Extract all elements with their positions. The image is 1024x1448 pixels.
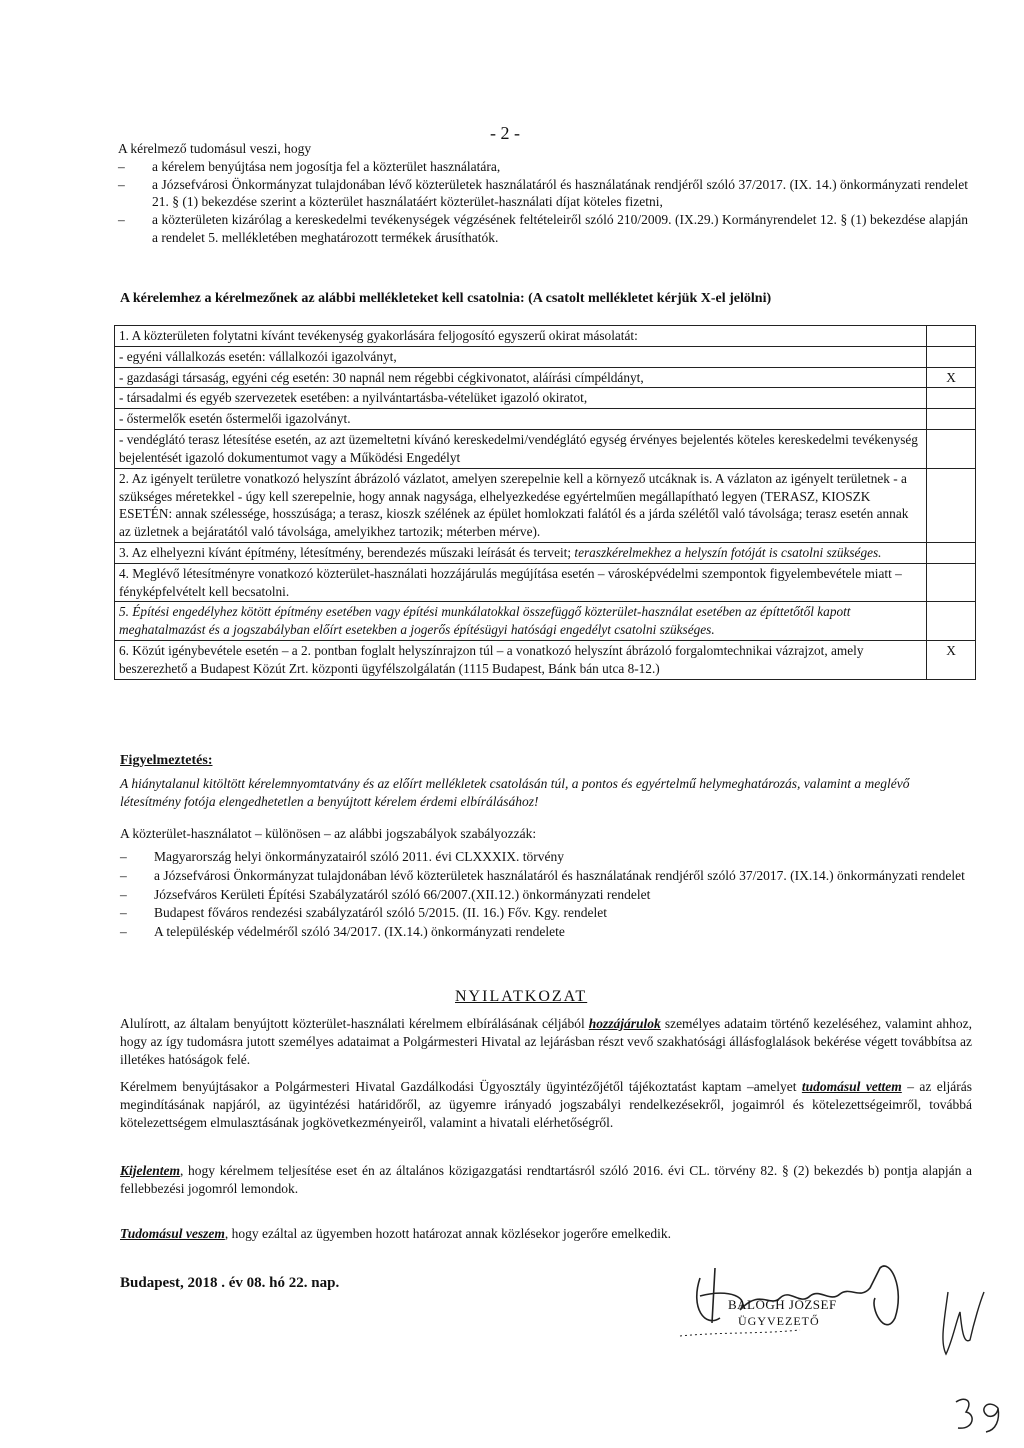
declaration-paragraph-2 [120,1078,972,1131]
attachment-1: 1. A közterületen folytatni kívánt tevékenység gyakorlására feljogosító egyszerű okirat másolatát: [115,326,927,347]
signatory-title: ÜGYVEZETŐ [738,1314,820,1328]
attachment-1a-checkbox[interactable] [927,346,976,367]
attachments-heading: A kérelemhez a kérelmezőnek az alábbi mellékleteket kell csatolnia: (A csatolt mellékletet kérjük X-el jelölni) [120,291,772,306]
p3-text-b: , hogy kérelmem teljesítése eset én az általános közigazgatási rendtartásról szóló 2016. évi CL. törvény 82. § (2) bekezdés b) pontja alapján a fellebbezési jogomról lemondok. [120,1163,972,1196]
declaration-paragraph-4 [120,1225,972,1243]
p4-text-b: , hogy ezáltal az ügyemben hozott határozat annak közlésekor jogerőre emelkedik. [224,1226,671,1241]
table-row [115,563,976,602]
laws-intro: A közterület-használatot – különösen – az alábbi jogszabályok szabályozzák: [120,826,537,841]
attachment-5: 5. Építési engedélyhez kötött építmény esetében vagy építési munkálatokkal összefüggő közterület-használat esetében az építtetőtől kapott meghatalmazást és a jogszabályban előírt esetekben a jogerős építésügyi hatósági engedélyt csatolni szükséges. [115,602,927,641]
table-row [115,367,976,388]
intro-lead: A kérelmező tudomásul veszi, hogy [118,141,312,156]
p2-text-a: Kérelmem benyújtásakor a Polgármesteri Hivatal Gazdálkodási Ügyosztály ügyintézőjétől tájékoztatást kaptam –amelyet [120,1079,802,1094]
attachment-4: 4. Meglévő létesítményre vonatkozó közterület-használati hozzájárulás megújítása esetén – városképvédelmi szempontok figyelembevétele miatt – fényképfelvételt kell becsatolni. [115,563,927,602]
p2-text-b: – az eljárás megindításának napjáról, az ügyintézési határidőről, az ügyemre irányadó jogszabályi rendelkezésekről, jogaimról és kötelezettségeimről, továbbá kötelezettségem elmulasztásának jogkövetkezményeiről, valamint a hivatali elérhetőségről. [120,1079,973,1130]
attachment-1c-checkbox[interactable] [927,388,976,409]
p1-text-a: Alulírott, az általam benyújtott közterület-használati kérelmem elbírálásának céljából [120,1016,589,1031]
p2-emphasis: tudomásul vettem [801,1079,902,1094]
declaration-paragraph-1 [120,1015,972,1068]
attachment-3 [115,542,927,563]
intro-item: – a Józsefvárosi Önkormányzat tulajdonában lévő közterületek használatáról és használatának rendjéről szóló 37/2017. (IX. 14.) önkormányzati rendelet 21. § (1) bekezdése szerint a közterület használatáért közterület-használati díjat köteles fizetni, [118,176,968,212]
attachment-2: 2. Az igényelt területre vonatkozó helyszínt ábrázoló vázlatot, amelyen szerepelnie kell a környező utcáknak is. A vázlaton az igényelt területnek - a szükséges méretekkel - úgy kell szerepelnie, hogy annak nagysága, elhelyezkedése egyértelműen megállapítható legyen (TERASZ, KIOSZK ESETÉN: annak szélessége, hosszúsága; a terasz, kioszk szélének az épület homlokzati falától és a járda szélétől való távolsága; terasz esetén annak az üzletnek a bejáratától való távolsága, amelyikhez tartozik; méterben mérve). [115,468,927,542]
attachment-6-checkbox[interactable]: X [927,641,976,680]
table-row [115,602,976,641]
attachment-1c: - társadalmi és egyéb szervezetek esetében: a nyilvántartásba-vételüket igazoló okiratot, [115,388,927,409]
p3-emphasis: Kijelentem [120,1163,180,1178]
table-row [115,430,976,469]
declaration-paragraph-3 [120,1162,972,1198]
signatory-name: BALOGH JÓZSEF [728,1297,837,1312]
table-row [115,468,976,542]
laws-list [120,848,970,942]
attachment-2-checkbox[interactable] [927,468,976,542]
law-item: – Magyarország helyi önkormányzatairól szóló 2011. évi CLXXXIX. törvény [120,848,970,866]
date-line: Budapest, 2018 . év 08. hó 22. nap. [120,1275,340,1291]
intro-section [118,140,968,247]
table-row [115,326,976,347]
attachment-1d-checkbox[interactable] [927,409,976,430]
attachment-1-checkbox[interactable] [927,326,976,347]
attachment-4-checkbox[interactable] [927,563,976,602]
warning-title: Figyelmeztetés: [120,753,213,768]
attachment-1b-checkbox[interactable]: X [927,367,976,388]
intro-item: – a kérelem benyújtása nem jogosítja fel a közterület használatára, [118,158,968,176]
attachment-5-checkbox[interactable] [927,602,976,641]
declaration-title: NYILATKOZAT [455,988,588,1005]
page-number: - 2 - [490,123,520,143]
attachment-1a: - egyéni vállalkozás esetén: vállalkozói igazolványt, [115,346,927,367]
p4-emphasis: Tudomásul veszem [120,1226,225,1241]
table-row [115,346,976,367]
initials-scribble [930,1282,990,1362]
table-row [115,542,976,563]
attachment-6: 6. Közút igénybevétele esetén – a 2. pontban foglalt helyszínrajzon túl – a vonatkozó helyszínt ábrázoló forgalomtechnikai vázrajzot, amely beszerezhető a Budapest Közút Zrt. központi ügyfélszolgálatán (1115 Budapest, Bánk bán utca 8-12.) [115,641,927,680]
law-item: – A településkép védelméről szóló 34/2017. (IX.14.) önkormányzati rendelete [120,923,970,941]
intro-item: – a közterületen kizárólag a kereskedelmi tevékenységek végzésének feltételeiről szóló 210/2009. (IX.29.) Kormányrendelet 12. § (1) bekezdése alapján a rendelet 5. mellékletében meghatározott termékek árusíthatók. [118,211,968,247]
handwritten-page-number [950,1392,1010,1438]
attachments-table [114,325,976,680]
attachment-1e: - vendéglátó terasz létesítése esetén, az azt üzemeltetni kívánó kereskedelmi/vendéglátó egység érvényes bejelentés köteles kereskedelmi tevékenység bejelentését igazoló dokumentumot vagy a Működési Engedélyt [115,430,927,469]
table-row [115,388,976,409]
warning-text: A hiánytalanul kitöltött kérelemnyomtatvány és az előírt mellékletek csatolásán túl, a pontos és egyértelmű helymeghatározás, valamint a meglévő létesítmény fotója elengedhetetlen a benyújtott kérelem érdemi elbírálásához! [120,776,910,809]
table-row [115,641,976,680]
attachment-3-text: 3. Az elhelyezni kívánt építmény, létesítmény, berendezés műszaki leírását és terveit; [119,544,575,560]
p1-text-b: személyes adataim történő kezeléséhez, valamint ahhoz, hogy az így tudomásra jutott személyes adataimat a Polgármesteri Hivatal az lejárásban részt vevő szakhatósági állásfoglalások bekérése végett továbbítsa az illetékes hatóságok felé. [120,1016,972,1067]
law-item: – Budapest főváros rendezési szabályzatáról szóló 5/2015. (II. 16.) Főv. Kgy. rendelet [120,904,970,922]
attachment-1e-checkbox[interactable] [927,430,976,469]
table-row [115,409,976,430]
law-item: – a Józsefvárosi Önkormányzat tulajdonában lévő közterületek használatáról és használatának rendjéről szóló 37/2017. (IX.14.) önkormányzati rendelet [120,867,970,885]
attachment-3-note: teraszkérelmekhez a helyszín fotóját is csatolni szükséges. [574,544,882,560]
attachment-1d: - őstermelők esetén őstermelői igazolványt. [115,409,927,430]
attachment-3-checkbox[interactable] [927,542,976,563]
p1-emphasis: hozzájárulok [588,1016,661,1031]
attachment-1b: - gazdasági társaság, egyéni cég esetén: 30 napnál nem régebbi cégkivonatot, aláírási címpéldányt, [115,367,927,388]
law-item: – Józsefváros Kerületi Építési Szabályzatáról szóló 66/2007.(XII.12.) önkormányzati rendelet [120,886,970,904]
